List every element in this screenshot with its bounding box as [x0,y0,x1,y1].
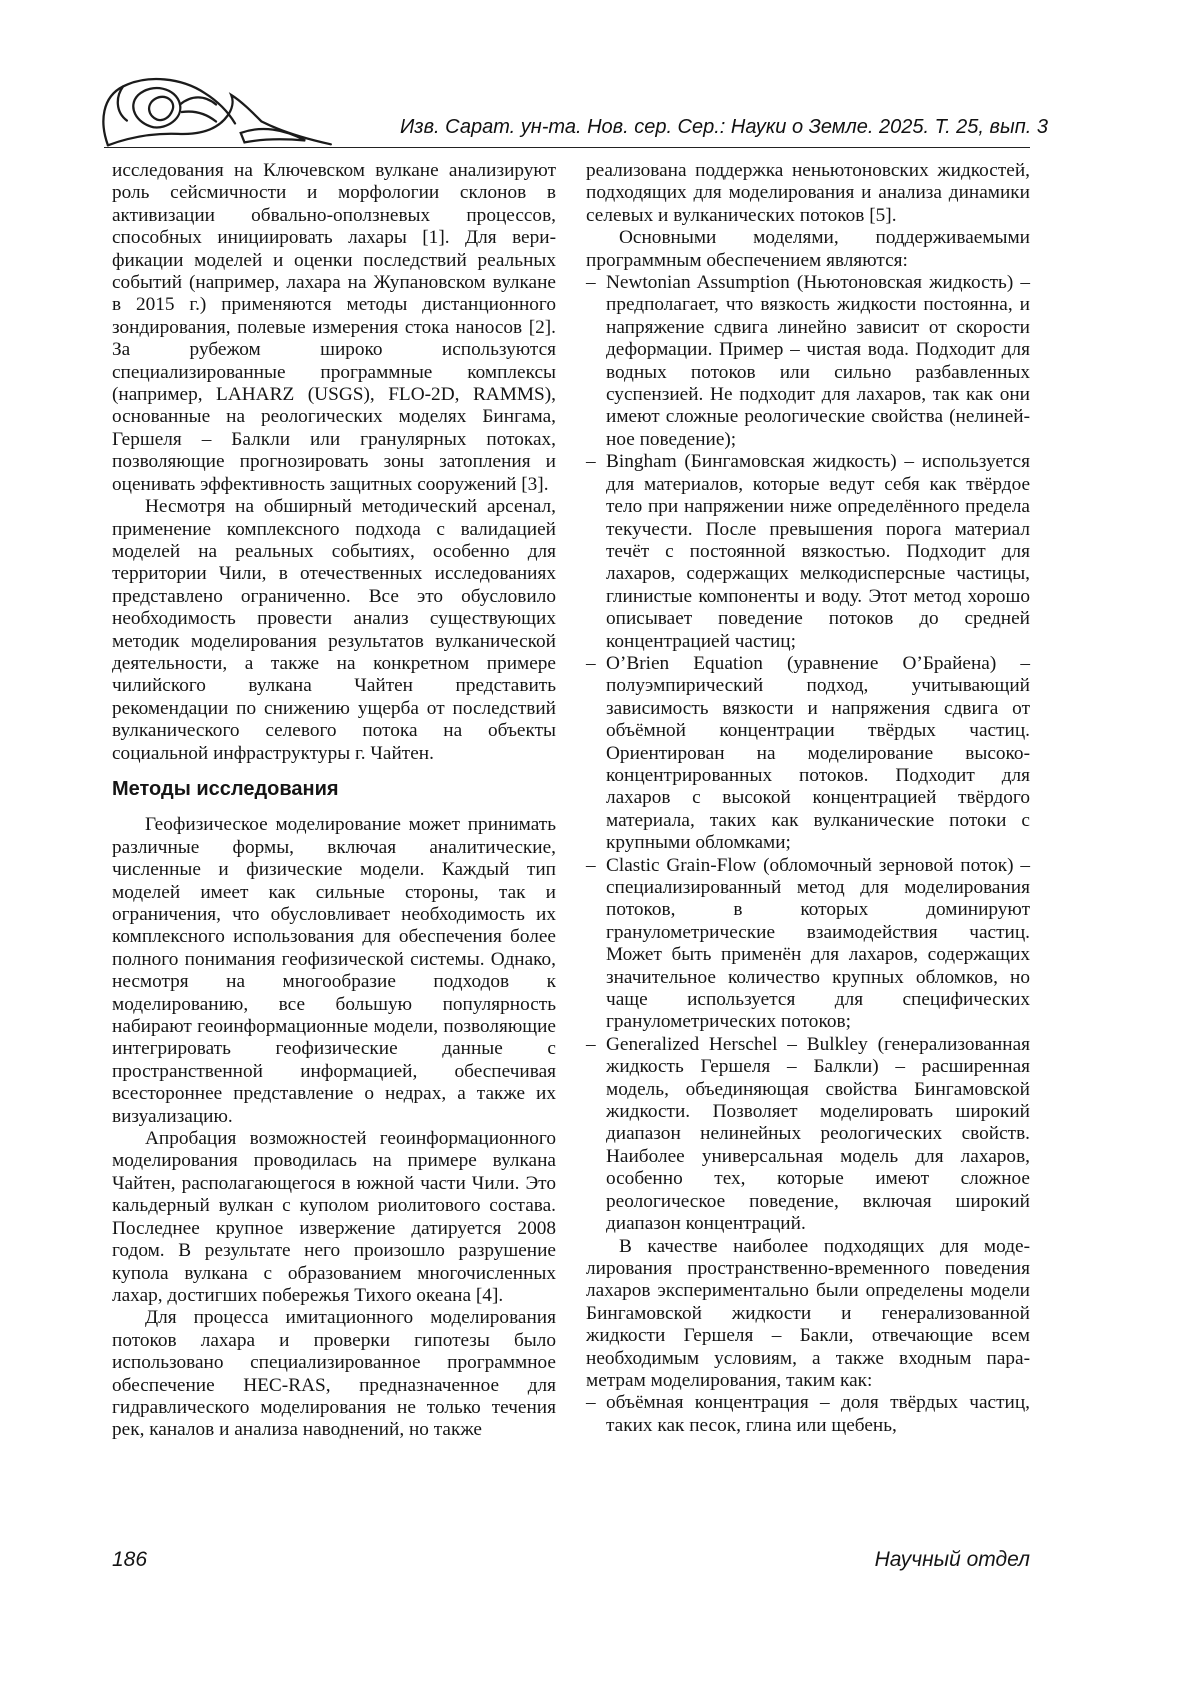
text-columns [112,160,1030,1442]
paragraph: В качестве наиболее подходящих для моделирования пространственно-временного поведения лахаров экспериментально были определены модели Бингамовской жидкости и генерализованной жидкости Гершеля – Бакли, отвечающие всем необходимым условиям, а также входным параметрам моделирования, таким как: [586,1235,1030,1391]
paragraph: Для процесса имитационного моделирования потоков лахара и проверки гипотезы было использовано специализированное программное обеспечение HEC-RAS, предназначенное для гидравлического моделирования не только течения рек, каналов и анализа наводнений, но также [112,1307,556,1441]
section-heading: Методы исследования [112,777,339,800]
list-item-text: O’Brien Equation (уравнение О’Брайена) – полуэмпирический подход, учитывающий зависимость вязкости и напряжения сдвига от объёмной концентрации твёрдых частиц. Ориентирован на моделирование высококонцентрированных потоков. Подходит для лахаров с высокой концентрацией твёрдого материала, таких как вулканические потоки с крупными обломками; [606,652,1030,854]
list-item-text: Newtonian Assumption (Ньютоновская жидкость) – предполагает, что вязкость жидкости постоянна, и напряжение сдвига линейно зависит от скорости деформации. Пример – чистая вода. Подходит для водных потоков или сильно разбавленных суспензией. Не подходит для лахаров, так как они имеют сложные реологические свойства (нелинейное поведение); [606,272,1030,450]
list-item-text: Bingham (Бингамовская жидкость) – используется для материалов, которые ведут себя как твёрдое тело при напряжении ниже определённого предела текучести. После превышения порога материал течёт с постоянной вязкостью. Подходит для лахаров, содержащих мелкодисперсные частицы, глинистые компоненты и воду. Этот метод хорошо описывает поведение потоков до средней концентрацией частиц; [606,451,1030,652]
running-title: Научный отдел [874,1548,1030,1571]
list-item [586,653,1030,855]
model-list [586,272,1030,1235]
list-dash-marker: – [586,272,596,294]
list-dash-marker: – [586,854,596,876]
parameter-list [586,1392,1030,1437]
paragraph: реализована поддержка неньютоновских жидкостей, подходящих для моделирования и анализа динамики селевых и вулканических потоков [5]. [586,160,1030,226]
list-item-text: объёмная концентрация – доля твёрдых частиц, таких как песок, глина или щебень, [606,1392,1030,1436]
ornament-flourish-icon [98,76,336,150]
list-item [586,1034,1030,1236]
journal-title: Изв. Сарат. ун-та. Нов. сер. Сер.: Науки о Земле. 2025. Т. 25, вып. 3 [400,116,1048,138]
left-column [112,160,556,1442]
list-item-text: Clastic Grain-Flow (обломочный зерновой поток) – специализированный метод для моделирования потоков, в которых доминируют гранулометрические взаимодействия частиц. Может быть применён для лахаров, содержащих значительное количество крупных обломков, но чаще используется для специфических гранулометрических потоков; [606,854,1030,1033]
list-dash-marker: – [586,1392,596,1414]
list-item [586,451,1030,653]
list-item [586,1392,1030,1437]
right-column [586,160,1030,1442]
list-dash-marker: – [586,1033,596,1055]
paragraph: Несмотря на обширный методический арсенал, применение комплексного подхода с валидацией моделей на реальных событиях, особенно для территории Чили, в отечественных исследованиях представлено ограниченно. Все это обусловило необходимость провести анализ существующих методик моделирования результатов вулканической деятельности, а также на конкретном примере чилийского вулкана Чайтен представить рекомендации по снижению ущерба от последствий вулканического селевого потока на объекты социальной инфраструктуры г. Чайтен. [112,496,556,764]
page-number: 186 [112,1548,148,1571]
list-dash-marker: – [586,451,596,473]
paragraph: Апробация возможностей геоинформационного моделирования проводилась на примере вулкана Чайтен, располагающегося в южной части Чили. Это кальдерный вулкан с куполом риолитового состава. Последнее крупное извержение датируется 2008 годом. В результате него произошло разрушение купола вулкана с образованием многочисленных лахар, достигших побережья Тихого океана [4]. [112,1128,556,1306]
paragraph: Геофизическое моделирование может принимать различные формы, включая аналитические, численные и физические модели. Каждый тип моделей имеет как сильные стороны, так и ограничения, что обусловливает необходимость их комплексного использования для обеспечения более полного понимания геофизической системы. Однако, несмотря на многообразие подходов к моделированию, все большую популярность набирают геоинформационные модели, позволяющие интегрировать геофизические данные с пространственной информацией, обеспечивая всестороннее представление о недрах, а также их визуализацию. [112,814,556,1127]
paragraph: Основными моделями, поддерживаемыми программным обеспечением являются: [586,227,1030,271]
list-dash-marker: – [586,652,596,674]
list-item [586,855,1030,1034]
header-rule [104,147,1030,148]
paragraph: исследования на Ключевском вулкане анализируют роль сейсмичности и морфологии склонов в активизации обвально-оползневых процессов, способных инициировать лахары [1]. Для верификации моделей и оценки последствий реальных событий (например, лахара на Жупановском вулкане в 2015 г.) применяются методы дистанционного зондирования, полевые измерения стока наносов [2]. За рубежом широко используются специализированные программные комплексы (например, LAHARZ (USGS), FLO-2D, RAMMS), основанные на реологических моделях Бингама, Гершеля – Балкли или гранулярных потоках, позволяющие прогнозировать зоны затопления и оценивать эффективность защитных сооружений [3]. [112,160,556,495]
list-item [586,272,1030,451]
list-item-text: Generalized Herschel – Bulkley (генерализованная жидкость Гершеля – Балкли) – расширенная модель, объединяющая свойства Бингамовской жидкости. Позволяет моделировать широкий диапазон нелинейных реологических свойств. Наиболее универсальная модель для лахаров, особенно тех, которые имеют сложное реологическое поведение, включая широкий диапазон концентраций. [606,1033,1030,1235]
